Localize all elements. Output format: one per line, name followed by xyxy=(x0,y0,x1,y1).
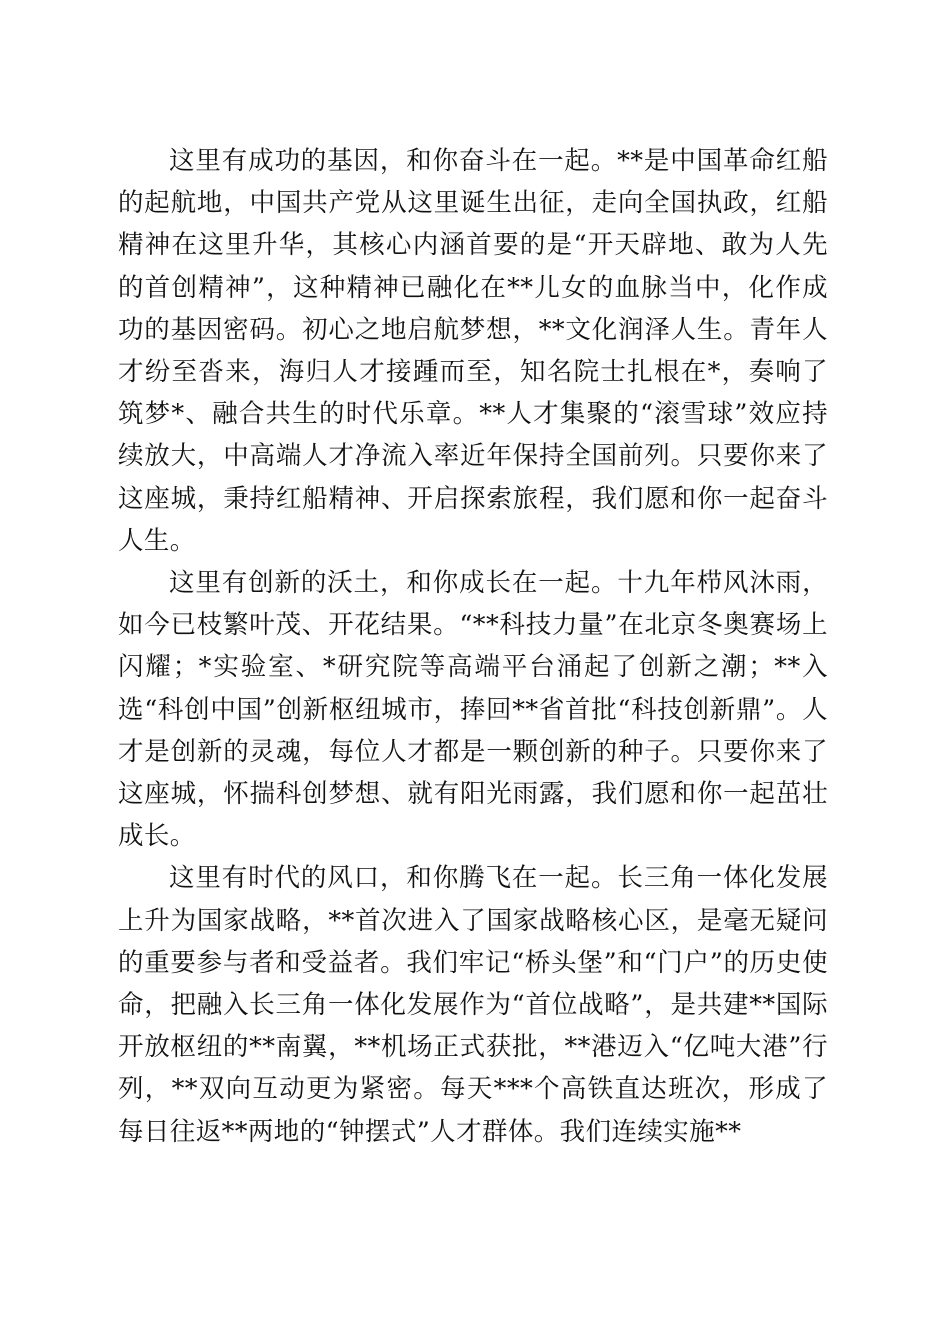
paragraph-era-opportunity: 这里有时代的风口，和你腾飞在一起。长三角一体化发展上升为国家战略，**首次进入了国家战略核心区，是毫无疑问的重要参与者和受益者。我们牢记“桥头堡”和“门户”的历史使命，把融入长三角一体化发展作为“首位战略”，是共建**国际开放枢纽的**南翼，**机场正式获批，**港迈入“亿吨大港”行列，**双向互动更为紧密。每天***个高铁直达班次，形成了每日往返**两地的“钟摆式”人才群体。我们连续实施** xyxy=(118,863,828,1147)
document-body xyxy=(118,140,828,1153)
paragraph-innovation-soil: 这里有创新的沃土，和你成长在一起。十九年栉风沐雨，如今已枝繁叶茂、开花结果。“**科技力量”在北京冬奥赛场上闪耀；*实验室、*研究院等高端平台涌起了创新之潮；**入选“科创中国”创新枢纽城市，捧回**省首批“科技创新鼎”。人才是创新的灵魂，每位人才都是一颗创新的种子。只要你来了这座城，怀揣科创梦想、就有阳光雨露，我们愿和你一起茁壮成长。 xyxy=(118,568,828,852)
paragraph-success-gene: 这里有成功的基因，和你奋斗在一起。**是中国革命红船的起航地，中国共产党从这里诞生出征，走向全国执政，红船精神在这里升华，其核心内涵首要的是“开天辟地、敢为人先的首创精神”，这种精神已融化在**儿女的血脉当中，化作成功的基因密码。初心之地启航梦想，**文化润泽人生。青年人才纷至沓来，海归人才接踵而至，知名院士扎根在*，奏响了筑梦*、融合共生的时代乐章。**人才集聚的“滚雪球”效应持续放大，中高端人才净流入率近年保持全国前列。只要你来了这座城，秉持红船精神、开启探索旅程，我们愿和你一起奋斗人生。 xyxy=(118,146,828,556)
